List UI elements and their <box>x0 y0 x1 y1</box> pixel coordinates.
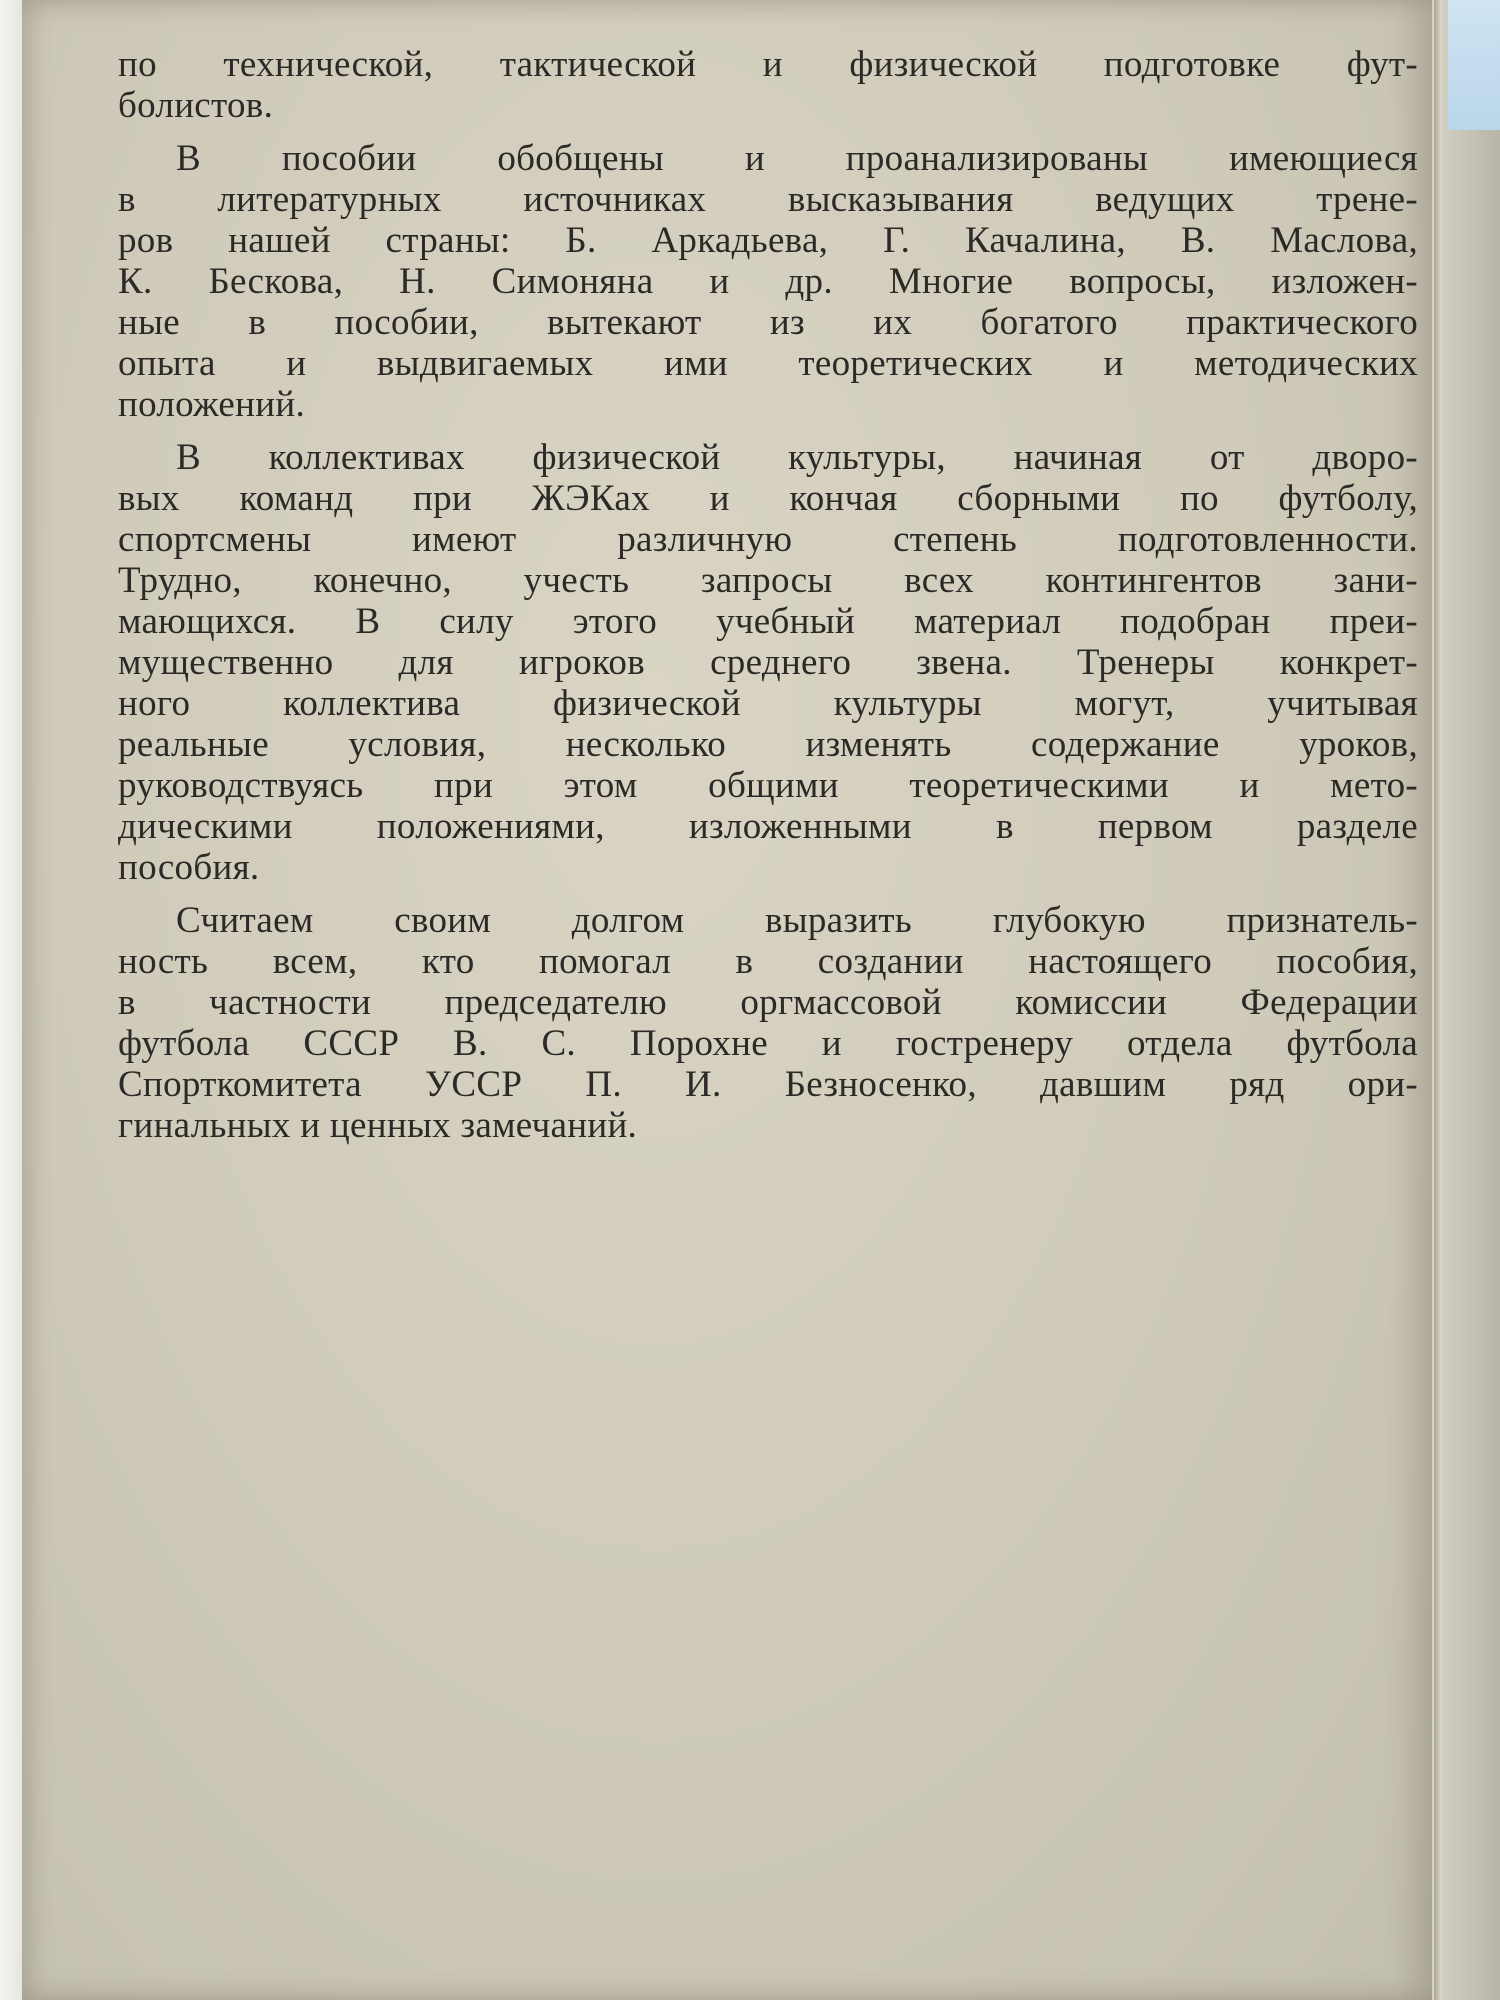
text-line: пособия. <box>118 846 260 888</box>
paragraph-2 <box>118 138 1418 425</box>
text-line: руководствуясь при этом общими теоретическими и мето- <box>118 764 1418 806</box>
text-line: гинальных и ценных замечаний. <box>118 1104 638 1146</box>
text-line: спортсмены имеют различную степень подготовленности. <box>118 518 1418 560</box>
paragraph-3 <box>118 437 1418 888</box>
text-line: мущественно для игроков среднего звена. Тренеры конкрет- <box>118 641 1418 683</box>
text-line: ность всем, кто помогал в создании настоящего пособия, <box>118 940 1418 982</box>
text-line: футбола СССР В. С. Порохне и гостренеру отдела футбола <box>118 1022 1418 1064</box>
text-line: в частности председателю оргмассовой комиссии Федерации <box>118 981 1418 1023</box>
text-line: в литературных источниках высказывания ведущих трене- <box>118 178 1418 220</box>
text-line: реальные условия, несколько изменять содержание уроков, <box>118 723 1418 765</box>
left-page-edge <box>0 0 22 2000</box>
text-line: вых команд при ЖЭКах и кончая сборными по футболу, <box>118 477 1418 519</box>
text-line: Считаем своим долгом выразить глубокую признатель- <box>176 899 1418 941</box>
text-line: болистов. <box>118 84 274 126</box>
text-line: В коллективах физической культуры, начиная от дворо- <box>176 436 1418 478</box>
blue-background-strip <box>1448 0 1500 130</box>
text-line: ров нашей страны: Б. Аркадьева, Г. Качалина, В. Маслова, <box>118 219 1418 261</box>
text-line: ного коллектива физической культуры могут, учитывая <box>118 682 1418 724</box>
text-line: по технической, тактической и физической подготовке фут- <box>118 44 1418 85</box>
paragraph-1 <box>118 44 1418 126</box>
text-line: Спорткомитета УССР П. И. Безносенко, давшим ряд ори- <box>118 1063 1418 1105</box>
text-line: К. Бескова, Н. Симоняна и др. Многие вопросы, изложен- <box>118 260 1418 302</box>
text-line: Трудно, конечно, учесть запросы всех контингентов зани- <box>118 559 1418 601</box>
text-line: опыта и выдвигаемых ими теоретических и методических <box>118 342 1418 384</box>
paragraph-4 <box>118 900 1418 1146</box>
back-page-edge <box>1434 0 1442 2000</box>
text-line: положений. <box>118 383 306 425</box>
page-text <box>118 44 1418 1158</box>
text-line: мающихся. В силу этого учебный материал подобран преи- <box>118 600 1418 642</box>
text-line: ные в пособии, вытекают из их богатого практического <box>118 301 1418 343</box>
text-line: В пособии обобщены и проанализированы имеющиеся <box>176 137 1418 179</box>
text-line: дическими положениями, изложенными в первом разделе <box>118 805 1418 847</box>
